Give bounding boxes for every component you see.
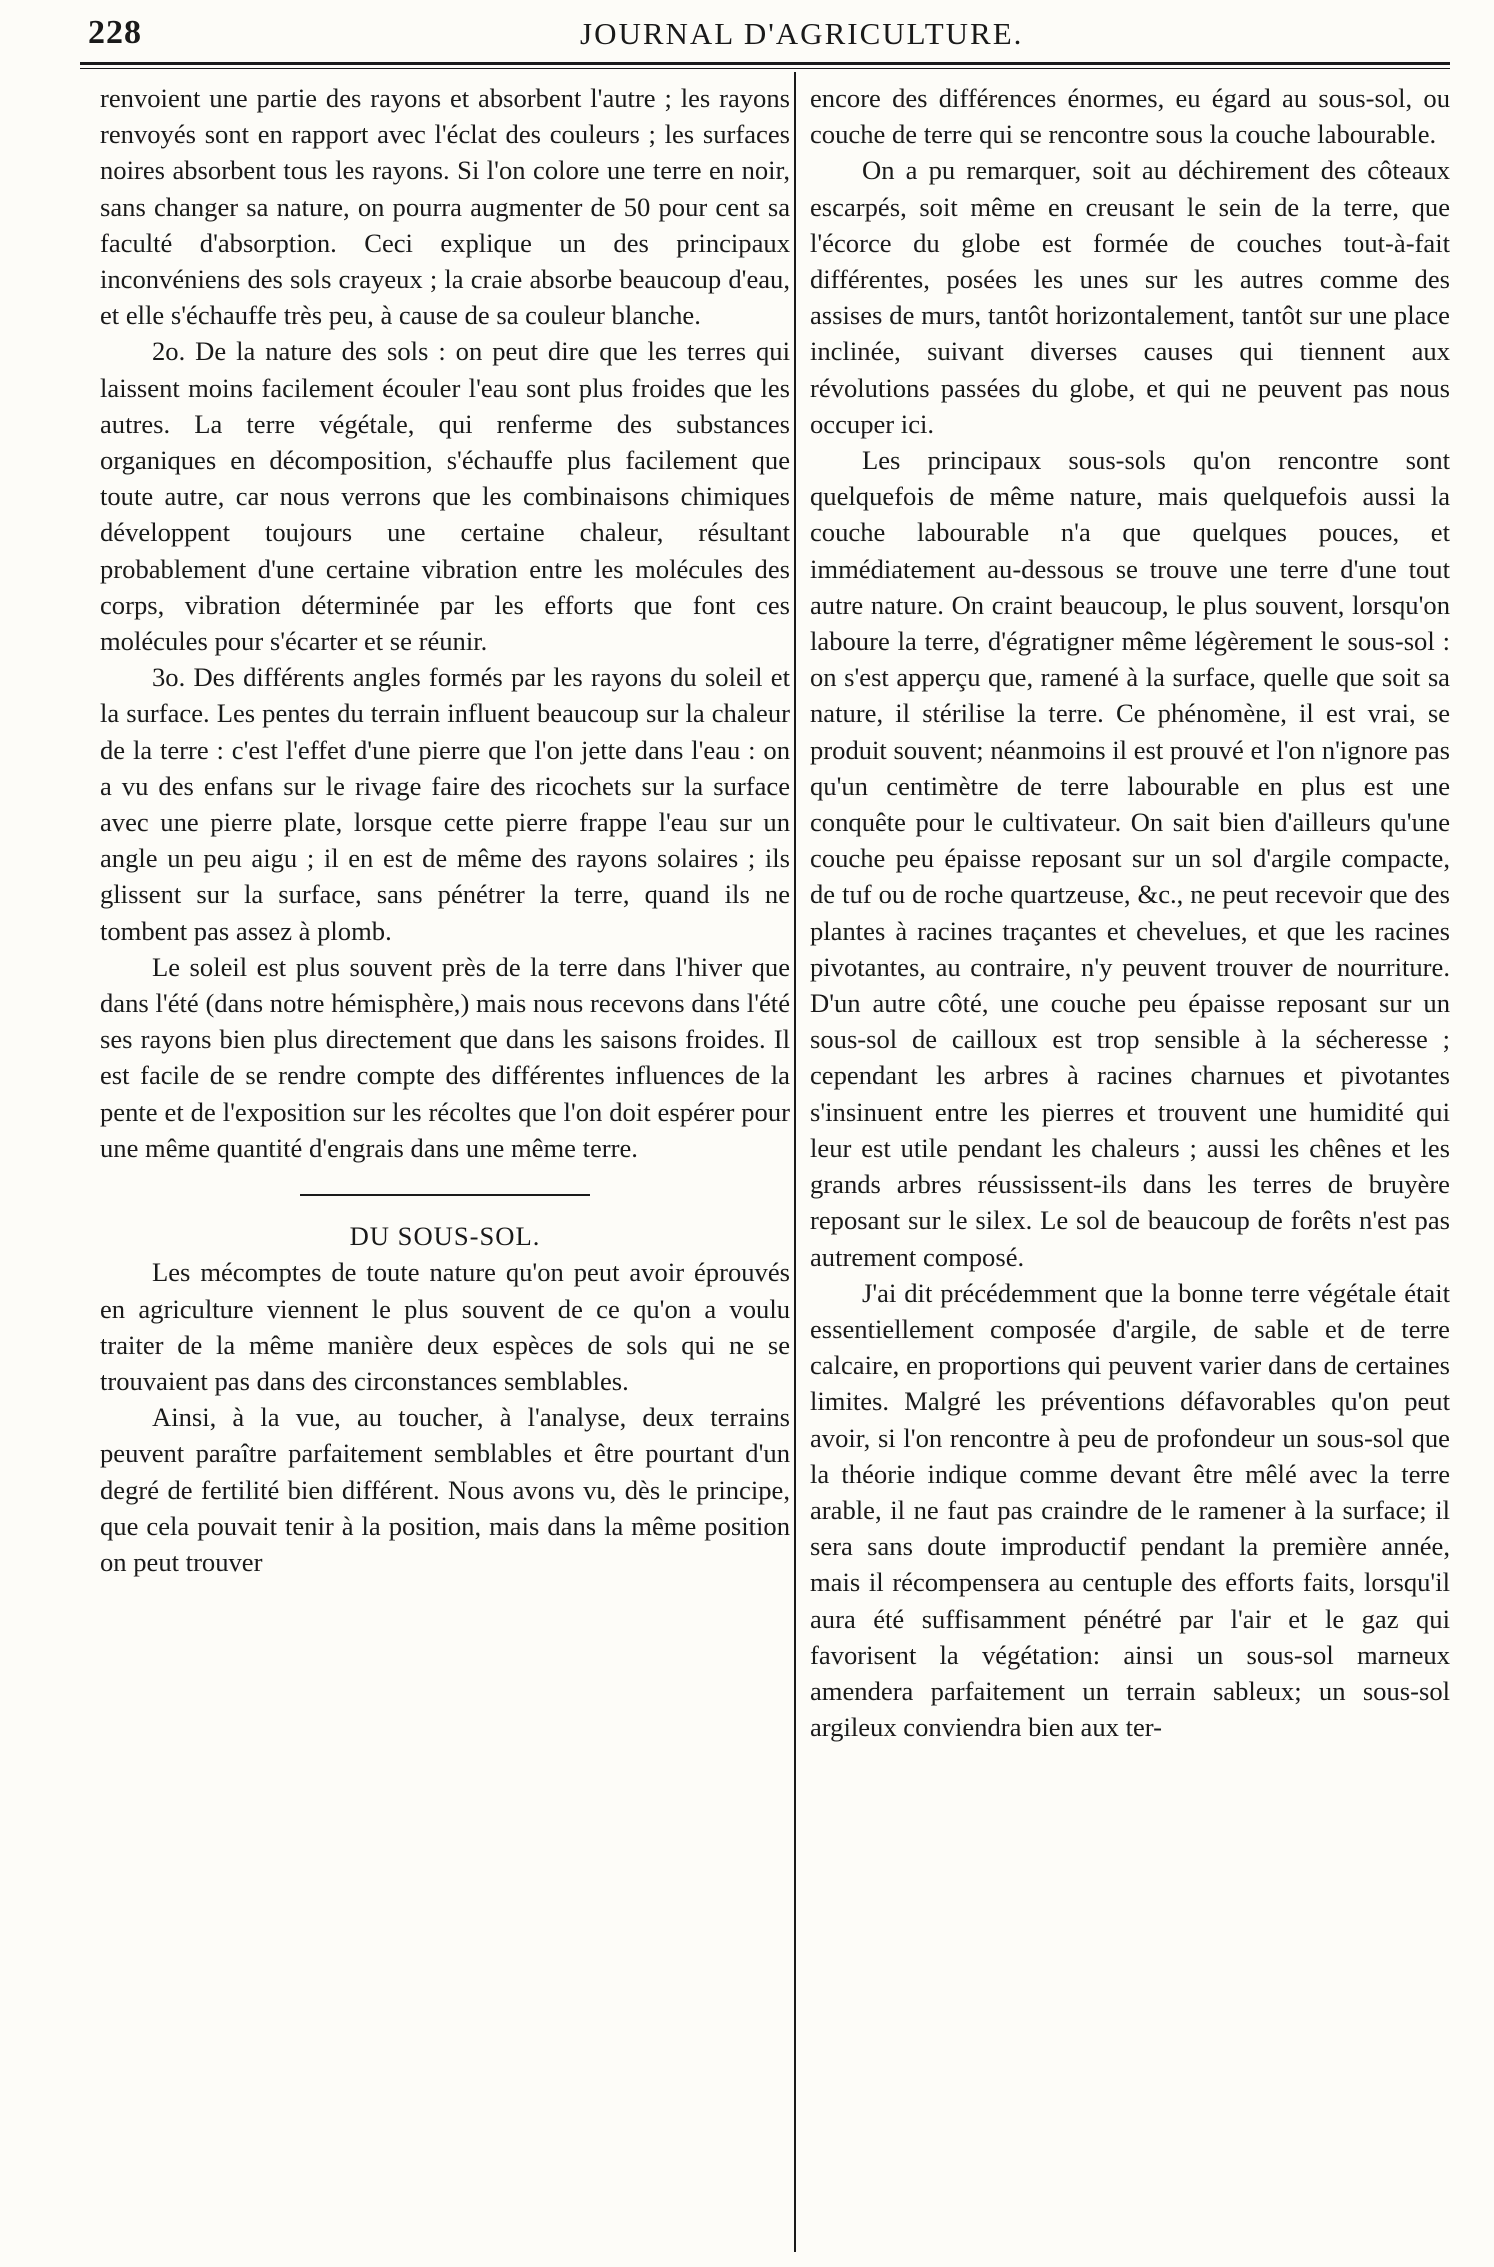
left-column [100,80,790,1580]
paragraph: J'ai dit précédemment que la bonne terre végétale était essentiellement composée d'argile, de sable et de terre calcaire, en proportions qui peuvent varier dans de certaines limites. Malgré les préventions défavorables qu'on peut avoir, si l'on rencontre à peu de profondeur un sous-sol que la théorie indique comme devant être mêlé avec la terre arable, il ne faut pas craindre de le ramener à la surface; il sera sans doute improductif pendant la première année, mais il récompensera au centuple des efforts faits, lorsqu'il aura été suffisamment pénétré par l'air et le gaz qui favorisent la végétation: ainsi un sous-sol marneux amendera parfaitement un terrain sableux; un sous-sol argileux conviendra bien aux ter- [810,1277,1450,1743]
header-rule-thin [80,68,1450,69]
section-separator [300,1194,590,1196]
page-number: 228 [88,14,142,51]
page-header [80,14,1450,58]
running-title: JOURNAL D'AGRICULTURE. [580,16,1024,51]
right-column [810,80,1450,1745]
paragraph: Les principaux sous-sols qu'on rencontre sont quelquefois de même nature, mais quelquefois aussi la couche labourable n'a que quelques pouces, et immédiatement au-dessous se trouve une terre d'une tout autre nature. On craint beaucoup, le plus souvent, lorsqu'on laboure la terre, d'égratigner même légèrement le sous-sol : on s'est apperçu que, ramené à la surface, quelle que soit sa nature, il stérilise la terre. Ce phénomène, il est vrai, se produit souvent; néanmoins il est prouvé et l'on n'ignore pas qu'un centimètre de terre labourable en plus est une conquête pour le cultivateur. On sait bien d'ailleurs qu'une couche peu épaisse reposant sur un sol d'argile compacte, de tuf ou de roche quartzeuse, &c., ne peut recevoir que des plantes à racines traçantes et chevelues, et que les racines pivotantes, au contraire, n'y peuvent trouver de nourriture. D'un autre côté, une couche peu épaisse reposant sur un sous-sol de cailloux est trop sensible à la sécheresse ; cependant les arbres à racines charnues et pivotantes s'insinuent entre les pierres et trouvent une humidité qui leur est utile pendant les chaleurs ; aussi les chênes et les grands arbres réussissent-ils dans les terres de bruyère reposant sur le silex. Le sol de beaucoup de forêts n'est pas autrement composé. [810,445,1450,1272]
paragraph: Les mécomptes de toute nature qu'on peut avoir éprouvés en agriculture viennent le plus souvent de ce qu'on a voulu traiter de la même manière deux espèces de sols qui ne se trouvaient pas dans des circonstances semblables. [100,1257,790,1396]
paragraph: encore des différences énormes, eu égard au sous-sol, ou couche de terre qui se rencontre sous la couche labourable. [810,83,1450,150]
header-rule [80,62,1450,65]
paragraph: Le soleil est plus souvent près de la terre dans l'hiver que dans l'été (dans notre hémisphère,) mais nous recevons dans l'été ses rayons bien plus directement que dans les saisons froides. Il est facile de se rendre compte des différentes influences de la pente et de l'exposition sur les récoltes que l'on doit espérer pour une même quantité d'engrais dans une même terre. [100,951,790,1163]
paragraph: 2o. De la nature des sols : on peut dire que les terres qui laissent moins facilement écouler l'eau sont plus froides que les autres. La terre végétale, qui renferme des substances organiques en décomposition, s'échauffe plus facilement que toute autre, car nous verrons que les combinaisons chimiques développent toujours une certaine chaleur, résultant probablement d'une certaine vibration entre les molécules des corps, vibration déterminée par les efforts que font ces molécules pour s'écarter et se réunir. [100,336,790,657]
paragraph: 3o. Des différents angles formés par les rayons du soleil et la surface. Les pentes du terrain influent beaucoup sur la chaleur de la terre : c'est l'effet d'une pierre que l'on jette dans l'eau : on a vu des enfans sur le rivage faire des ricochets sur la surface avec une pierre plate, lorsque cette pierre frappe l'eau sur un angle un peu aigu ; il en est de même des rayons solaires ; ils glissent sur la surface, sans pénétrer la terre, quand ils ne tombent pas assez à plomb. [100,662,790,946]
column-divider [794,72,796,2252]
paragraph: On a pu remarquer, soit au déchirement des côteaux escarpés, soit même en creusant le sein de la terre, que l'écorce du globe est formée de couches tout-à-fait différentes, posées les unes sur les autres comme des assises de murs, tantôt horizontalement, tantôt sur une place inclinée, suivant diverses causes qui tiennent aux révolutions passées du globe, et qui ne peuvent pas nous occuper ici. [810,155,1450,439]
section-title: DU SOUS-SOL. [349,1221,541,1252]
paragraph: renvoient une partie des rayons et absorbent l'autre ; les rayons renvoyés sont en rapport avec l'éclat des couleurs ; les surfaces noires absorbent tous les rayons. Si l'on colore une terre en noir, sans changer sa nature, on pourra augmenter de 50 pour cent sa faculté d'absorption. Ceci explique un des principaux inconvéniens des sols crayeux ; la craie absorbe beaucoup d'eau, et elle s'échauffe très peu, à cause de sa couleur blanche. [100,83,790,331]
paragraph: Ainsi, à la vue, au toucher, à l'analyse, deux terrains peuvent paraître parfaitement semblables et être pourtant d'un degré de fertilité bien différent. Nous avons vu, dès le principe, que cela pouvait tenir à la position, mais dans la même position on peut trouver [100,1402,790,1577]
